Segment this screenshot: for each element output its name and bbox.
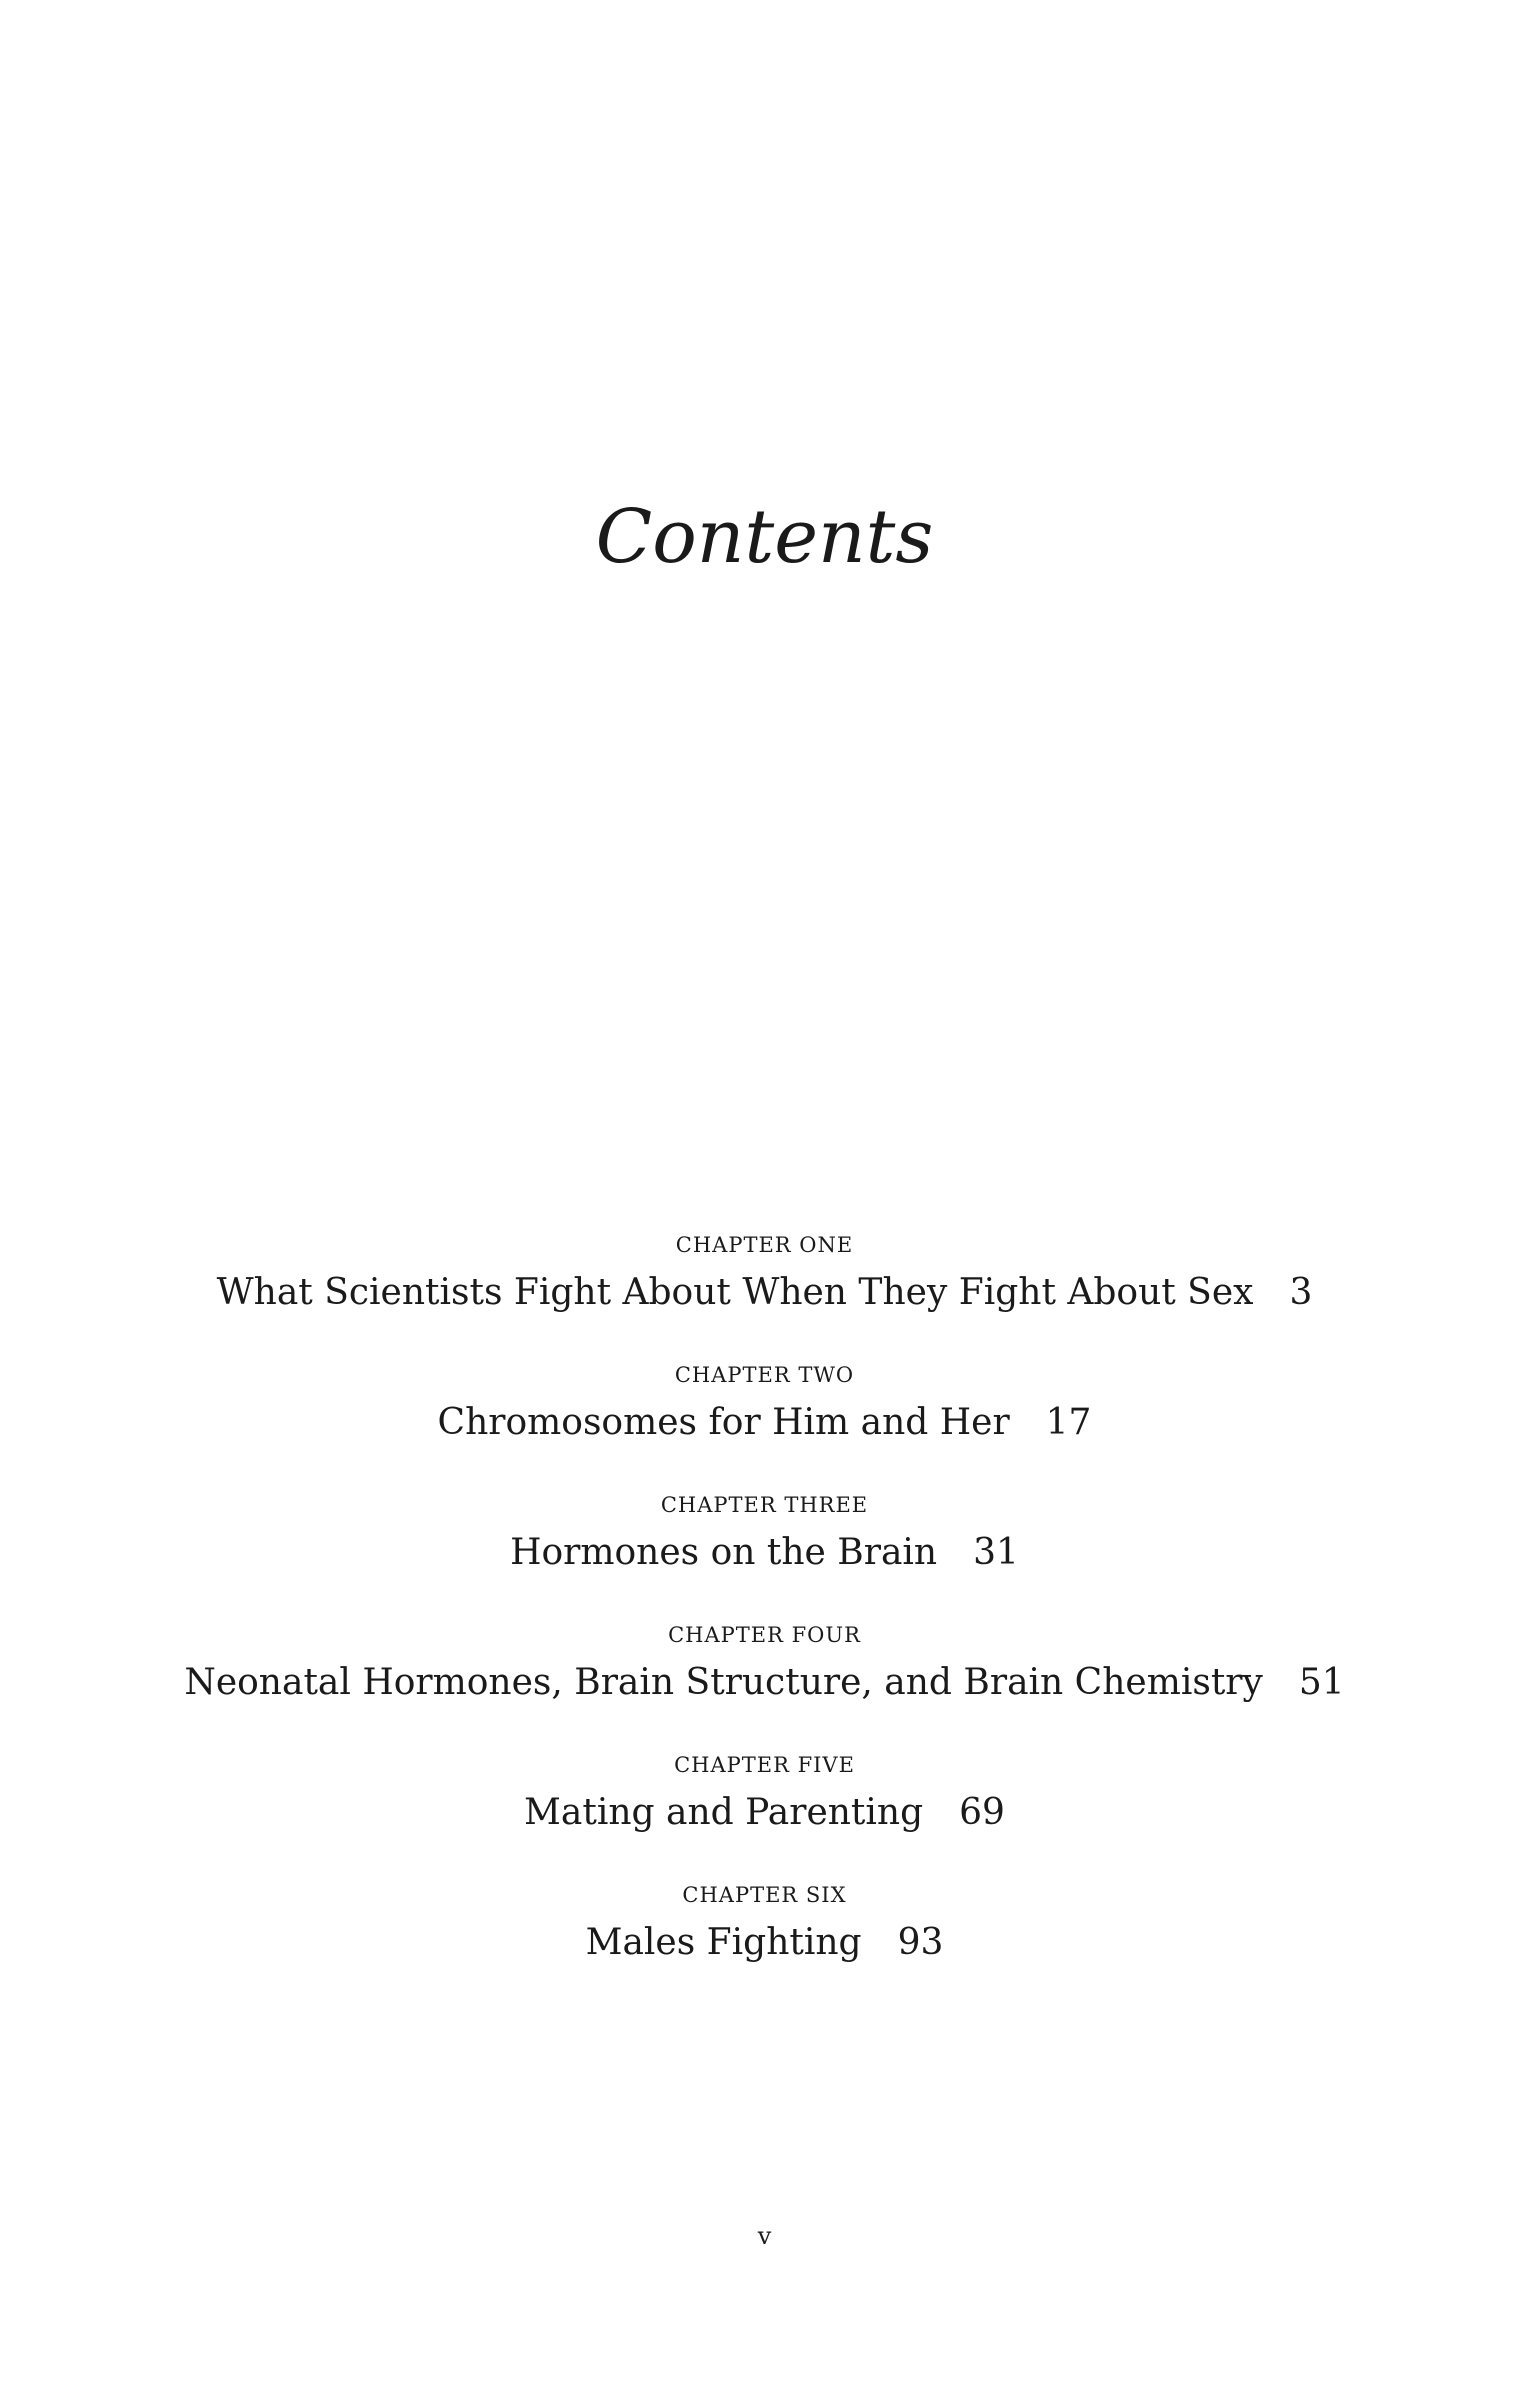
chapter-page-number: 17 (1045, 1402, 1092, 1443)
table-of-contents (0, 1232, 1529, 2012)
page-folio: v (757, 2222, 772, 2250)
chapter-title: Males Fighting (585, 1922, 862, 1963)
chapter-page-number: 31 (973, 1532, 1019, 1573)
chapter-page-number: 3 (1289, 1272, 1313, 1313)
chapter-title: Hormones on the Brain (510, 1532, 938, 1573)
chapter-title: Chromosomes for Him and Her (437, 1402, 1010, 1443)
chapter-line (0, 1660, 1529, 1706)
toc-entry[interactable] (0, 1622, 1529, 1706)
toc-entry[interactable] (0, 1492, 1529, 1576)
toc-entry[interactable] (0, 1882, 1529, 1966)
toc-entry[interactable] (0, 1362, 1529, 1446)
chapter-label: CHAPTER FOUR (668, 1623, 861, 1647)
toc-entry[interactable] (0, 1232, 1529, 1316)
chapter-title: Neonatal Hormones, Brain Structure, and Brain Chemistry (184, 1662, 1263, 1703)
chapter-title: Mating and Parenting (524, 1792, 924, 1833)
chapter-line (0, 1920, 1529, 1966)
chapter-line (0, 1790, 1529, 1836)
chapter-page-number: 93 (897, 1922, 944, 1963)
chapter-label: CHAPTER FIVE (674, 1753, 855, 1777)
chapter-label: CHAPTER THREE (660, 1493, 869, 1517)
chapter-title: What Scientists Fight About When They Fight About Sex (216, 1272, 1254, 1313)
chapter-label: CHAPTER SIX (682, 1883, 847, 1907)
chapter-line (0, 1270, 1529, 1316)
chapter-line (0, 1530, 1529, 1576)
toc-entry[interactable] (0, 1752, 1529, 1836)
chapter-label: CHAPTER ONE (675, 1233, 854, 1257)
chapter-label: CHAPTER TWO (674, 1363, 855, 1387)
chapter-page-number: 51 (1298, 1662, 1345, 1703)
chapter-page-number: 69 (959, 1792, 1005, 1833)
chapter-line (0, 1400, 1529, 1446)
page-title: Contents (595, 494, 934, 580)
